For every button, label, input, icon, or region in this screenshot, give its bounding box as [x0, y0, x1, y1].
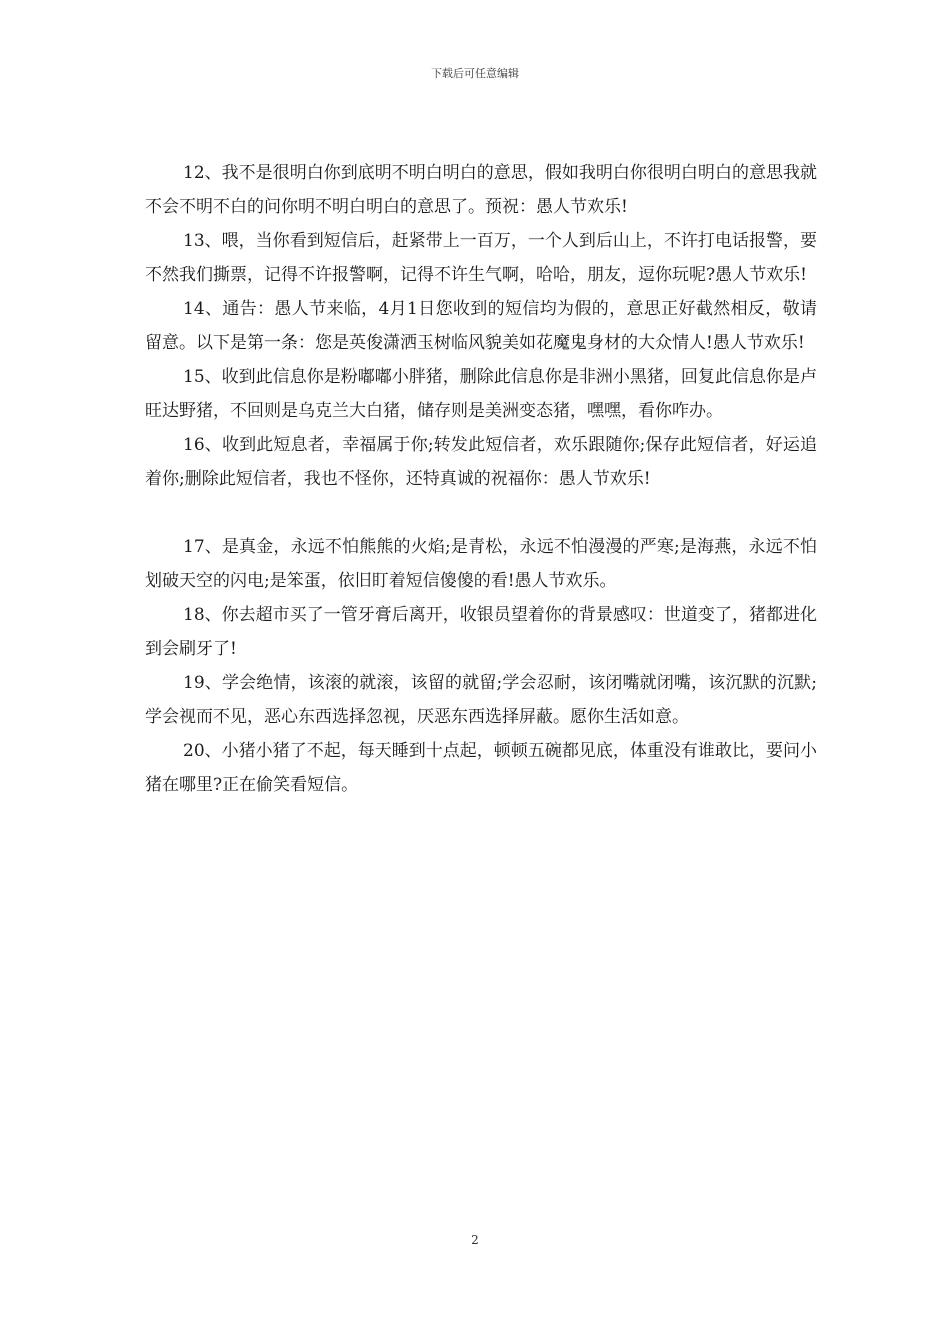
document-body — [145, 156, 817, 802]
paragraph-19: 19、学会绝情，该滚的就滚，该留的就留;学会忍耐，该闭嘴就闭嘴，该沉默的沉默;学会视而不见，恶心东西选择忽视，厌恶东西选择屏蔽。愿你生活如意。 — [145, 673, 817, 727]
page-header: 下载后可任意编辑 — [431, 67, 519, 80]
paragraph-14: 14、通告：愚人节来临，4月1日您收到的短信均为假的，意思正好截然相反，敬请留意。以下是第一条：您是英俊潇洒玉树临风貌美如花魔鬼身材的大众情人!愚人节欢乐! — [145, 299, 817, 353]
paragraph-13: 13、喂，当你看到短信后，赶紧带上一百万，一个人到后山上，不许打电话报警，要不然我们撕票，记得不许报警啊，记得不许生气啊，哈哈，朋友，逗你玩呢?愚人节欢乐! — [145, 231, 817, 285]
paragraph-18: 18、你去超市买了一管牙膏后离开，收银员望着你的背景感叹：世道变了，猪都进化到会刷牙了! — [145, 605, 817, 659]
paragraph-17: 17、是真金，永远不怕熊熊的火焰;是青松，永远不怕漫漫的严寒;是海燕，永远不怕划破天空的闪电;是笨蛋，依旧盯着短信傻傻的看!愚人节欢乐。 — [145, 537, 817, 591]
paragraph-12: 12、我不是很明白你到底明不明白明白的意思，假如我明白你很明白明白的意思我就不会不明不白的问你明不明白明白的意思了。预祝：愚人节欢乐! — [145, 163, 817, 217]
paragraph-20: 20、小猪小猪了不起，每天睡到十点起，顿顿五碗都见底，体重没有谁敢比，要问小猪在哪里?正在偷笑看短信。 — [145, 741, 817, 795]
page-number: 2 — [471, 1233, 479, 1247]
paragraph-16: 16、收到此短息者，幸福属于你;转发此短信者，欢乐跟随你;保存此短信者，好运追着你;删除此短信者，我也不怪你，还特真诚的祝福你：愚人节欢乐! — [145, 435, 817, 489]
paragraph-15: 15、收到此信息你是粉嘟嘟小胖猪，删除此信息你是非洲小黑猪，回复此信息你是卢旺达野猪，不回则是乌克兰大白猪，储存则是美洲变态猪，嘿嘿，看你咋办。 — [145, 367, 817, 421]
